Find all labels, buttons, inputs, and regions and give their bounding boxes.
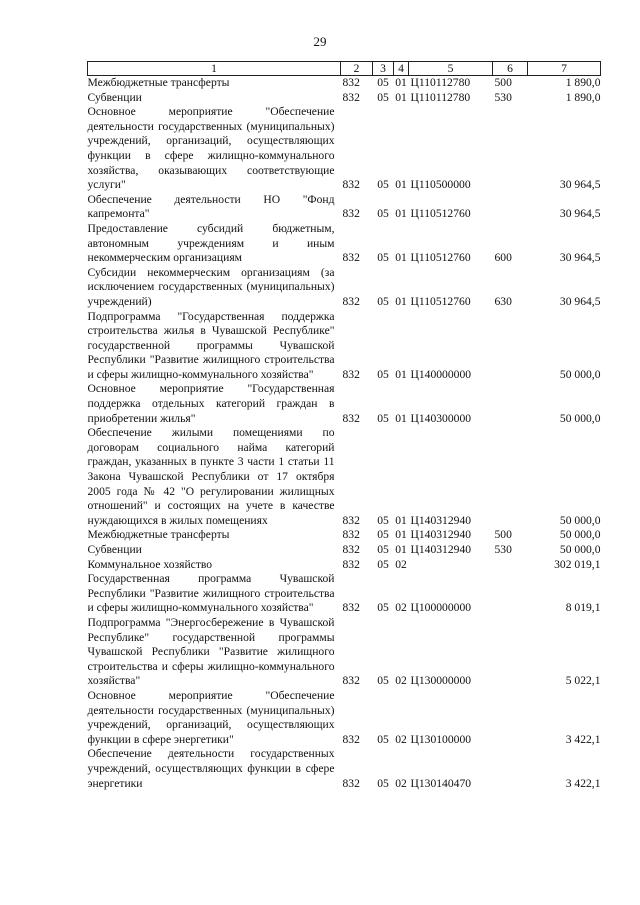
- section-code: 05: [377, 674, 389, 688]
- amount: 30 964,5: [559, 207, 601, 221]
- subsection-code: 01: [395, 528, 407, 542]
- target-article: Ц110512760: [410, 251, 471, 265]
- row-name: Основное мероприятие "Обеспечение деятельности государственных (муниципальных) учреждений, организаций, осуществляющих функции в сфере энергетики": [87, 688, 335, 746]
- table-row: [88, 616, 601, 689]
- subsection-code: 02: [395, 601, 407, 615]
- amount: 302 019,1: [554, 557, 601, 571]
- subsection-code: 02: [395, 557, 407, 571]
- target-article: Ц110500000: [410, 178, 471, 192]
- subsection-code: 01: [395, 251, 407, 265]
- subsection-code: 01: [395, 178, 407, 192]
- table-row: [88, 747, 601, 791]
- subsection-code: 01: [395, 411, 407, 425]
- admin-code: 832: [342, 513, 360, 527]
- row-name: Обеспечение деятельности НО "Фонд капремонта": [87, 192, 335, 221]
- amount: 50 000,0: [559, 543, 601, 556]
- expense-type: 630: [494, 294, 512, 308]
- budget-table: [87, 61, 601, 791]
- expense-type: 500: [494, 528, 512, 542]
- subsection-code: 01: [395, 76, 407, 89]
- subsection-code: 02: [395, 674, 407, 688]
- admin-code: 832: [342, 732, 360, 746]
- admin-code: 832: [342, 76, 360, 89]
- amount: 1 890,0: [565, 90, 601, 104]
- section-code: 05: [377, 528, 389, 542]
- amount: 1 890,0: [565, 76, 601, 89]
- row-name: Обеспечение деятельности государственных учреждений, осуществляющих функции в сфере энергетики: [87, 747, 335, 790]
- table-row: [88, 558, 601, 573]
- row-name: Субвенции: [87, 543, 142, 556]
- row-name: Субвенции: [87, 90, 142, 104]
- admin-code: 832: [342, 367, 360, 381]
- admin-code: 832: [342, 251, 360, 265]
- section-code: 05: [377, 76, 389, 89]
- table-row: [88, 266, 601, 310]
- admin-code: 832: [342, 528, 360, 542]
- table-row: [88, 105, 601, 193]
- table-header-row: [88, 62, 601, 76]
- section-code: 05: [377, 543, 389, 556]
- table-row: [88, 222, 601, 266]
- column-header: 6: [493, 62, 528, 76]
- expense-type: [493, 572, 528, 616]
- target-article: Ц110512760: [410, 207, 471, 221]
- table-row: [88, 689, 601, 747]
- target-article: Ц140300000: [410, 411, 472, 425]
- section-code: 05: [377, 732, 389, 746]
- section-code: 05: [377, 90, 389, 104]
- section-code: 05: [377, 411, 389, 425]
- admin-code: 832: [342, 411, 360, 425]
- target-article: Ц110112780: [410, 90, 471, 104]
- row-name: Коммунальное хозяйство: [87, 557, 213, 571]
- amount: 50 000,0: [559, 411, 601, 425]
- target-article: [409, 558, 493, 573]
- section-code: 05: [377, 557, 389, 571]
- row-name: Подпрограмма "Государственная поддержка строительства жилья в Чувашской Республике" государственной программы Чувашской Республики "Развитие жилищного строительства и сферы жилищно-коммунального хозяйства": [87, 309, 335, 381]
- expense-type: 530: [494, 90, 512, 104]
- amount: 30 964,5: [559, 294, 601, 308]
- admin-code: 832: [342, 90, 360, 104]
- amount: 3 422,1: [565, 732, 601, 746]
- section-code: 05: [377, 776, 389, 790]
- row-name: Основное мероприятие "Государственная поддержка отдельных категорий граждан в приобретении жилья": [87, 382, 335, 425]
- table-row: [88, 310, 601, 383]
- table-row: [88, 193, 601, 222]
- column-header: 4: [394, 62, 409, 76]
- subsection-code: 01: [395, 90, 407, 104]
- admin-code: 832: [342, 557, 360, 571]
- row-name: Межбюджетные трансферты: [87, 528, 230, 542]
- table-row: [88, 572, 601, 616]
- subsection-code: 01: [395, 543, 407, 556]
- column-header: 5: [409, 62, 493, 76]
- amount: 30 964,5: [559, 178, 601, 192]
- admin-code: 832: [342, 776, 360, 790]
- amount: 50 000,0: [559, 513, 601, 527]
- amount: 50 000,0: [559, 367, 601, 381]
- amount: 3 422,1: [565, 776, 601, 790]
- expense-type: [493, 747, 528, 791]
- section-code: 05: [377, 601, 389, 615]
- table-row: [88, 382, 601, 426]
- expense-type: 530: [494, 543, 512, 556]
- admin-code: 832: [342, 178, 360, 192]
- expense-type: [493, 193, 528, 222]
- admin-code: 832: [342, 207, 360, 221]
- row-name: Предоставление субсидий бюджетным, автономным учреждениям и иным некоммерческим организациям: [87, 221, 335, 265]
- row-name: Подпрограмма "Энергосбережение в Чувашской Республике" государственной программы Чувашской Республики "Развитие жилищного строительства и сферы жилищно-коммунального хозяйства": [87, 615, 335, 688]
- expense-type: [493, 382, 528, 426]
- amount: 50 000,0: [559, 528, 601, 542]
- target-article: Ц100000000: [410, 601, 472, 615]
- amount: 8 019,1: [565, 601, 601, 615]
- table-row: [88, 91, 601, 106]
- row-name: Основное мероприятие "Обеспечение деятельности государственных (муниципальных) учреждений, организаций, осуществляющих функции в сфере жилищно-коммунального хозяйства, оказывающих соответствующие услуги": [87, 105, 335, 192]
- section-code: 05: [377, 207, 389, 221]
- subsection-code: 01: [395, 513, 407, 527]
- expense-type: [493, 105, 528, 193]
- subsection-code: 01: [395, 207, 407, 221]
- column-header: 3: [373, 62, 394, 76]
- table-row: [88, 528, 601, 543]
- admin-code: 832: [342, 294, 360, 308]
- table-row: [88, 76, 601, 91]
- row-name: Государственная программа Чувашской Республики "Развитие жилищного строительства и сферы жилищно-коммунального хозяйства": [87, 572, 335, 615]
- expense-type: [493, 310, 528, 383]
- table-row: [88, 426, 601, 528]
- section-code: 05: [377, 367, 389, 381]
- target-article: Ц110512760: [410, 294, 471, 308]
- section-code: 05: [377, 513, 389, 527]
- section-code: 05: [377, 294, 389, 308]
- expense-type: [493, 689, 528, 747]
- target-article: Ц130100000: [410, 732, 472, 746]
- page-number: 29: [313, 34, 327, 49]
- row-name: Субсидии некоммерческим организациям (за исключением государственных (муниципальных) учреждений): [87, 265, 335, 308]
- subsection-code: 02: [395, 776, 407, 790]
- admin-code: 832: [342, 543, 360, 556]
- admin-code: 832: [342, 601, 360, 615]
- target-article: Ц110112780: [410, 76, 471, 89]
- target-article: Ц140000000: [410, 367, 472, 381]
- target-article: Ц140312940: [410, 528, 472, 542]
- column-header: 7: [528, 62, 601, 76]
- subsection-code: 01: [395, 294, 407, 308]
- column-header: 2: [341, 62, 373, 76]
- amount: 5 022,1: [565, 674, 601, 688]
- section-code: 05: [377, 178, 389, 192]
- amount: 30 964,5: [559, 251, 601, 265]
- expense-type: 600: [494, 251, 512, 265]
- admin-code: 832: [342, 674, 360, 688]
- expense-type: [493, 558, 528, 573]
- row-name: Обеспечение жилыми помещениями по договорам социального найма категорий граждан, указанных в пункте 3 части 1 статьи 11 Закона Чувашской Республики от 17 октября 2005 года № 42 "О регулировании жилищных отношений" и состоящих на учете в качестве нуждающихся в жилых помещениях: [87, 426, 335, 527]
- expense-type: [493, 426, 528, 528]
- expense-type: 500: [494, 76, 512, 89]
- target-article: Ц140312940: [410, 513, 472, 527]
- subsection-code: 02: [395, 732, 407, 746]
- subsection-code: 01: [395, 367, 407, 381]
- section-code: 05: [377, 251, 389, 265]
- expense-type: [493, 616, 528, 689]
- column-header: 1: [88, 62, 341, 76]
- row-name: Межбюджетные трансферты: [87, 76, 230, 89]
- target-article: Ц130140470: [410, 776, 472, 790]
- target-article: Ц130000000: [410, 674, 472, 688]
- target-article: Ц140312940: [410, 543, 472, 556]
- table-row: [88, 543, 601, 558]
